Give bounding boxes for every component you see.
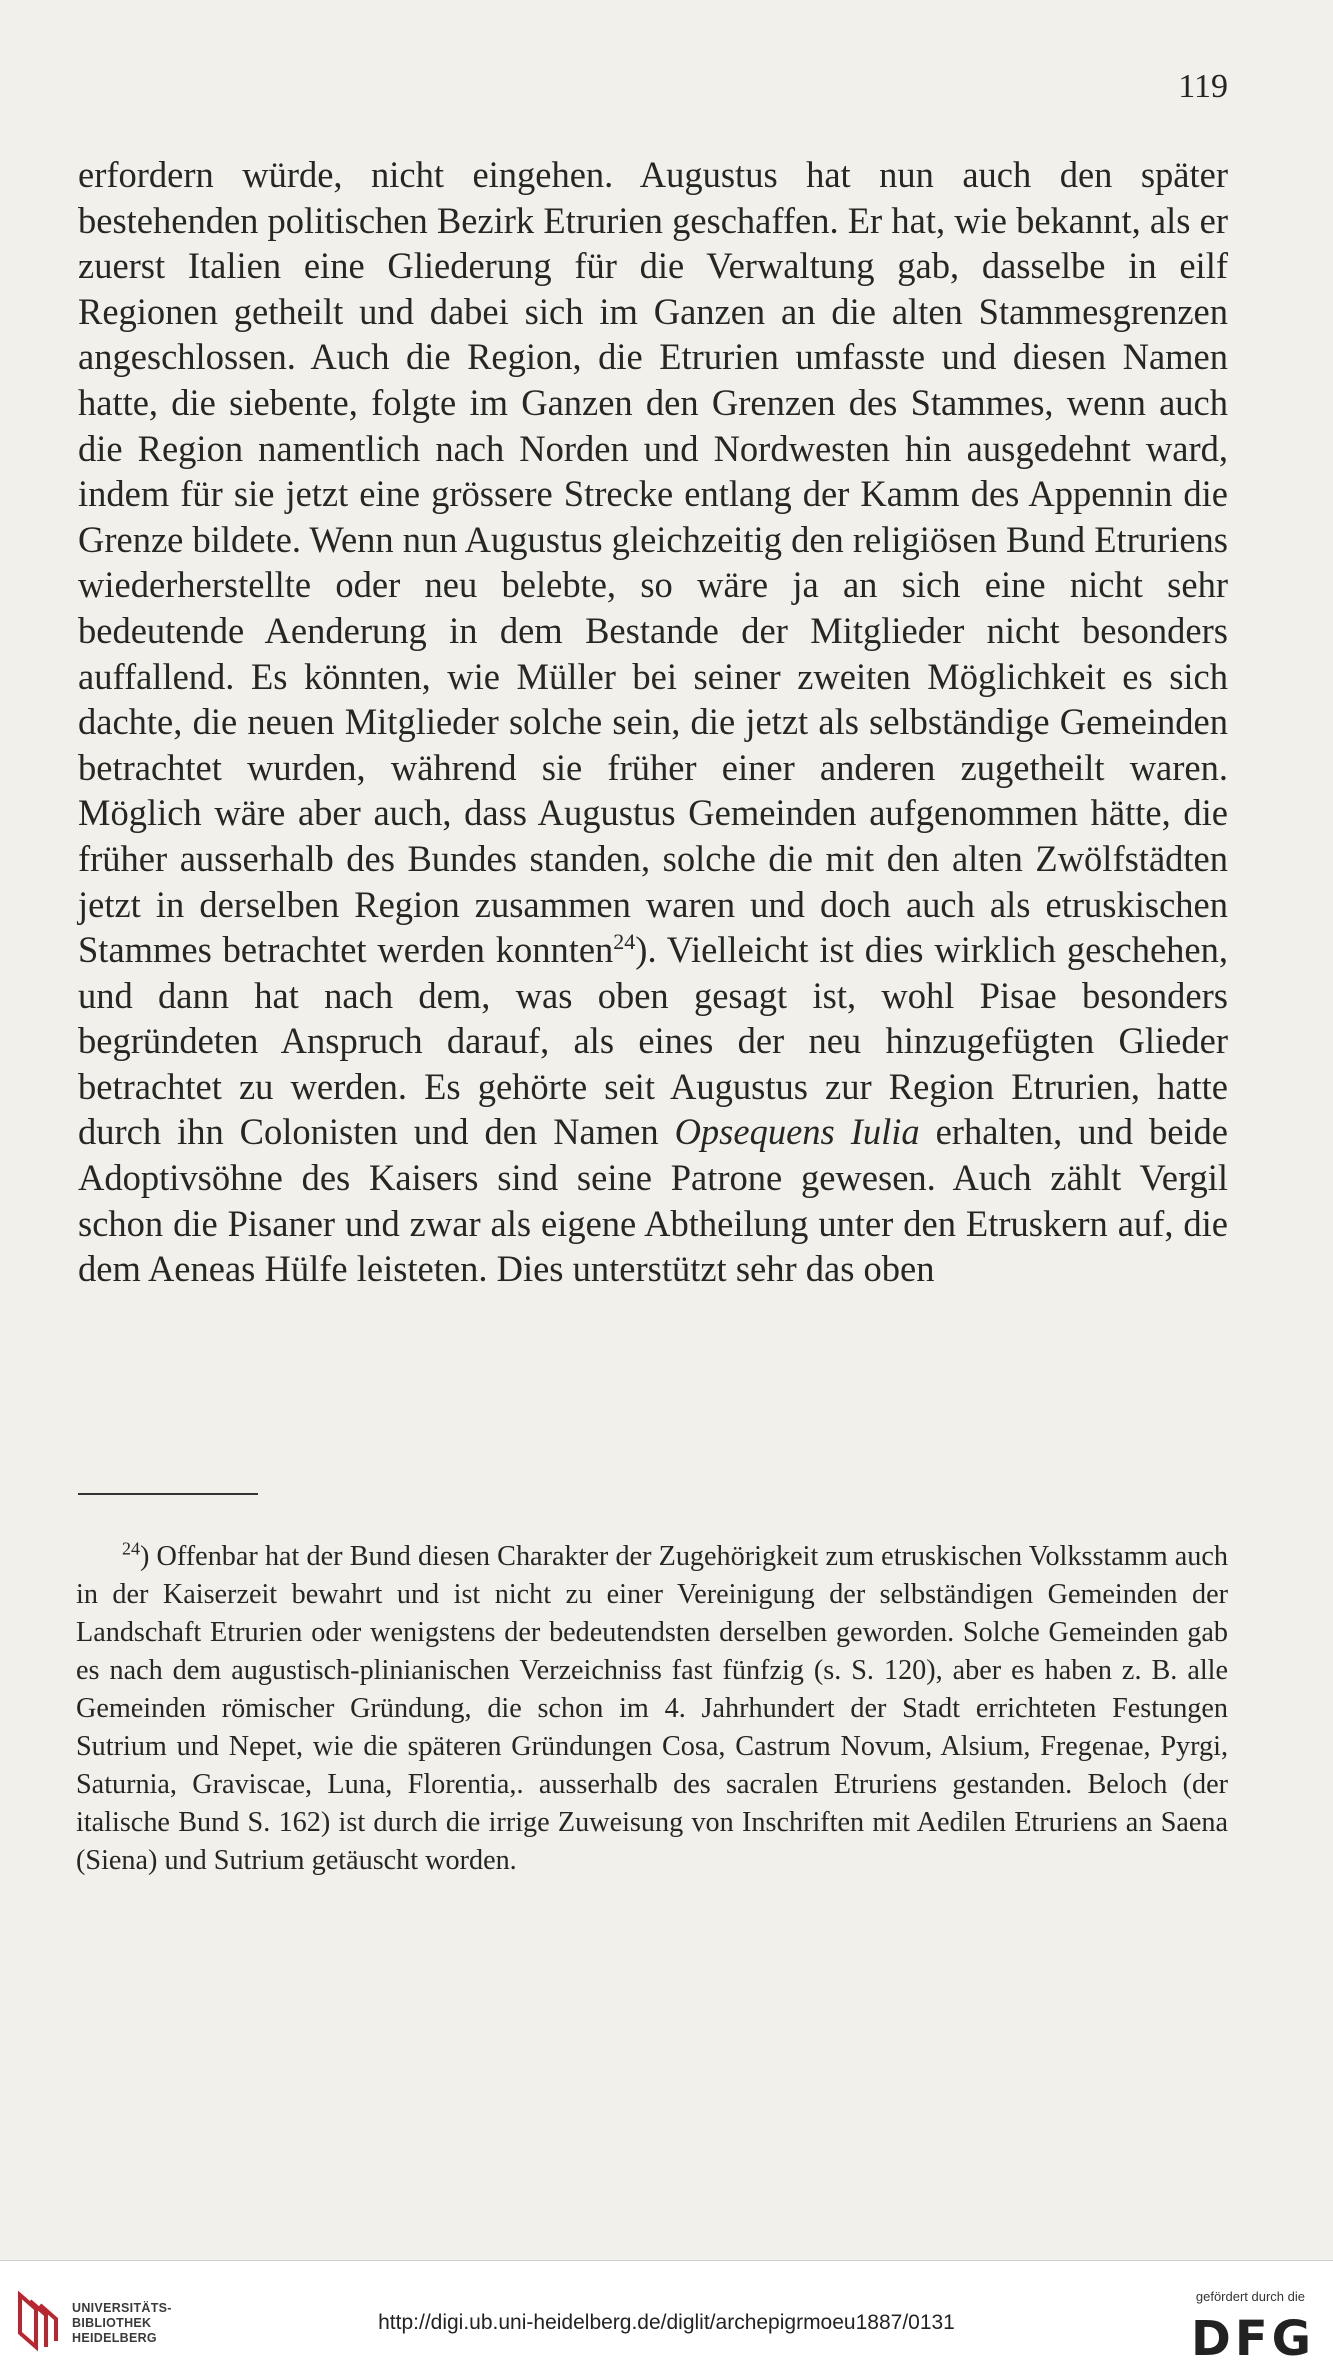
italic-name: Opsequens Iulia xyxy=(674,1111,920,1153)
library-name-line: HEIDELBERG xyxy=(72,2331,157,2345)
footnote-divider xyxy=(78,1493,258,1495)
permalink-url[interactable]: http://digi.ub.uni-heidelberg.de/diglit/archepigrmoeu1887/0131 xyxy=(378,2311,955,2334)
dfg-logo: DFG xyxy=(1190,2311,1315,2367)
footnote xyxy=(76,1538,1228,1880)
main-text xyxy=(78,152,1228,1292)
page-number: 119 xyxy=(1178,68,1228,105)
body-text-segment: erfordern würde, nicht eingehen. Augustus hat nun auch den später bestehenden politischen Bezirk Etrurien geschaffen. Er hat, wie bekannt, als er zuerst Italien eine Gliederung für die Verwaltung gab, dasselbe in eilf Regionen getheilt und dabei sich im Ganzen an die alten Stammesgrenzen angeschlossen. Auch die Region, die Etrurien umfasste und diesen Namen hatte, die siebente, folgte im Ganzen den Grenzen des Stammes, wenn auch die Region namentlich nach Norden und Nordwesten hin ausgedehnt ward, indem für sie jetzt eine grössere Strecke entlang der Kamm des Appennin die Grenze bildete. Wenn nun Augustus gleichzeitig den religiösen Bund Etruriens wiederherstellte oder neu belebte, so wäre ja an sich eine nicht sehr bedeutende Aenderung in dem Bestande der Mitglieder nicht besonders auffallend. Es könnten, wie Müller bei seiner zweiten Möglichkeit es sich dachte, die neuen Mitglieder solche sein, die jetzt als selbständige Gemeinden betrachtet wurden, während sie früher einer anderen zugetheilt waren. Möglich wäre aber auch, dass Augustus Gemeinden aufgenommen hätte, die früher ausserhalb des Bundes standen, solche die mit den alten Zwölfstädten jetzt in derselben Region zusammen waren und doch auch als etruskischen Stammes betrachtet werden konnten xyxy=(78,154,1228,971)
footnote-paragraph xyxy=(76,1538,1228,1880)
library-name-line: UNIVERSITÄTS- xyxy=(72,2301,172,2315)
library-name-line: BIBLIOTHEK xyxy=(72,2316,152,2330)
body-text-segment: erhalten, und beide Adoptivsöhne des Kaisers sind seine Patrone gewesen. Auch zählt Vergil schon die Pisaner und zwar als eigene Abtheilung unter den Etruskern auf, die dem Aeneas Hülfe leisteten. Dies unterstützt sehr das oben xyxy=(78,1111,1228,1290)
footnote-reference[interactable]: 24 xyxy=(613,928,636,954)
sponsor-caption: gefördert durch die xyxy=(1195,2289,1305,2304)
footnote-marker: 24 xyxy=(122,1538,140,1559)
viewer-footer xyxy=(0,2260,1333,2374)
body-paragraph xyxy=(78,152,1228,1292)
body-text-segment: ). Vielleicht ist dies wirklich geschehen, und dann hat nach dem, was oben gesagt ist, wohl Pisae besonders begründeten Anspruch darauf, als eines der neu hinzugefügten Glieder betrachtet zu werden. Es gehörte seit Augustus zur Region Etrurien, hatte durch ihn Colonisten und den Namen xyxy=(78,929,1228,1153)
footnote-text: ) Offenbar hat der Bund diesen Charakter der Zugehörigkeit zum etruskischen Volksstamm auch in der Kaiserzeit bewahrt und ist nicht zu einer Vereinigung der selbständigen Gemeinden der Landschaft Etrurien oder wenigstens der bedeutendsten derselben geworden. Solche Gemeinden gab es nach dem augustisch-plinianischen Verzeichniss fast fünfzig (s. S. 120), aber es haben z. B. alle Gemeinden römischer Gründung, die schon im 4. Jahrhundert der Stadt errichteten Festungen Sutrium und Nepet, wie die späteren Gründungen Cosa, Castrum Novum, Alsium, Fregenae, Pyrgi, Saturnia, Graviscae, Luna, Florentia,. ausserhalb des sacralen Etruriens gestanden. Beloch (der italische Bund S. 162) ist durch die irrige Zuweisung von Inschriften mit Aedilen Etruriens an Saena (Siena) und Sutrium getäuscht worden. xyxy=(76,1541,1228,1876)
